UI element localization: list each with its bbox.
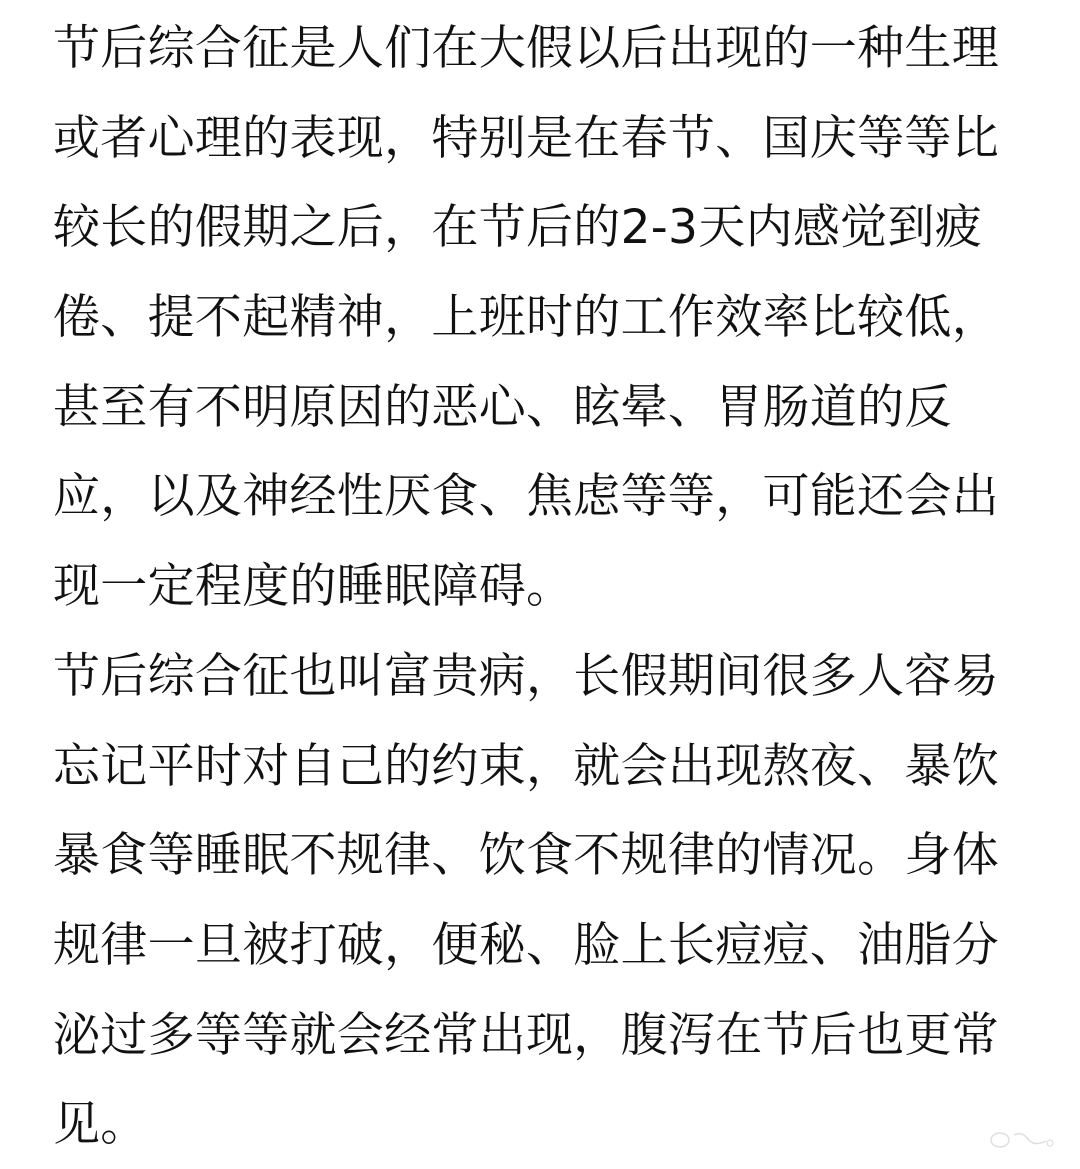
text-line: 较长的假期之后，在节后的2-3天内感觉到疲 [53, 200, 983, 256]
paragraph-1 [53, 4, 1038, 632]
watermark-icon [988, 1129, 1058, 1151]
text-line: 泌过多等等就会经常出现，腹泻在节后也更常 [53, 1007, 999, 1063]
text-line: 现一定程度的睡眠障碍。 [53, 559, 574, 615]
text-line: 应，以及神经性厌食、焦虑等等，可能还会出 [53, 469, 999, 525]
text-line: 忘记平时对自己的约束，就会出现熬夜、暴饮 [53, 738, 999, 794]
text-line: 节后综合征也叫富贵病，长假期间很多人容易 [53, 648, 999, 704]
text-line: 见。 [53, 1097, 148, 1153]
article-body [53, 0, 1038, 1169]
text-line: 或者心理的表现，特别是在春节、国庆等等比 [53, 110, 999, 166]
text-line: 规律一旦被打破，便秘、脸上长痘痘、油脂分 [53, 917, 999, 973]
text-line: 甚至有不明原因的恶心、眩晕、胃肠道的反 [53, 379, 952, 435]
watermark-logo [988, 1129, 1058, 1155]
paragraph-2 [53, 632, 1038, 1169]
text-line: 暴食等睡眠不规律、饮食不规律的情况。身体 [53, 828, 999, 884]
text-line: 节后综合征是人们在大假以后出现的一种生理 [53, 21, 999, 76]
text-line: 倦、提不起精神，上班时的工作效率比较低， [53, 290, 999, 346]
